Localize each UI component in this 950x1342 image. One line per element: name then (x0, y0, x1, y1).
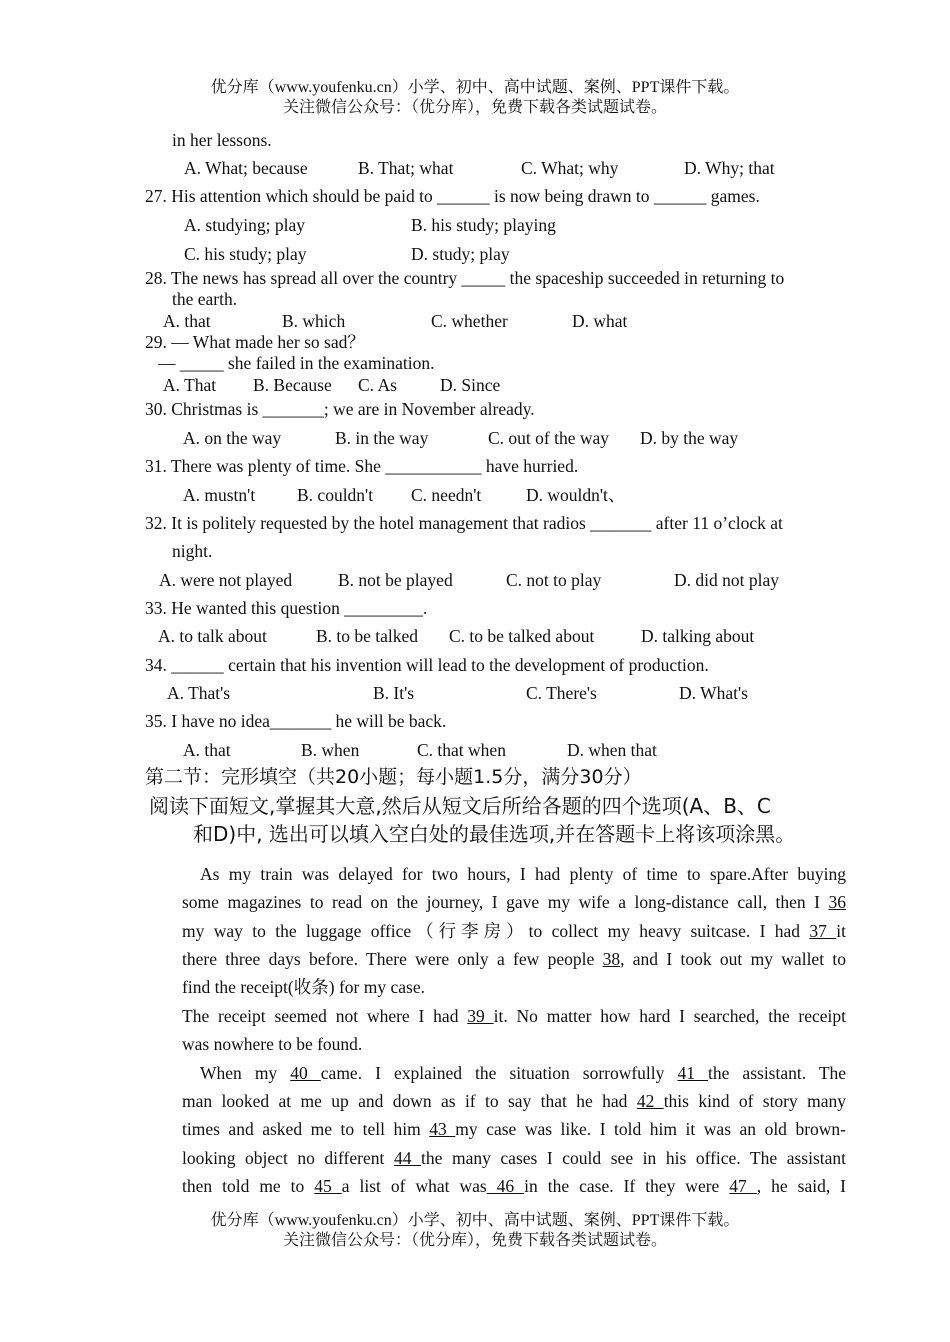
q27-option-b: B. his study; playing (411, 215, 556, 235)
q33-stem: 33. He wanted this question _________. (145, 598, 428, 618)
q27-option-c: C. his study; play (184, 244, 307, 264)
blank-39: 39 (467, 1006, 494, 1026)
q28-stem-line-1: 28. The news has spread all over the country _____ the spaceship succeeded in returning to (145, 268, 785, 288)
passage-line-8-text-a: When my (200, 1063, 278, 1083)
blank-38: 38 (602, 949, 621, 969)
q29-option-b: B. Because (253, 375, 332, 395)
passage-line-3-text-b: it (836, 921, 847, 941)
passage-line-5: find the receipt(收条) for my case. (182, 977, 425, 997)
passage-line-12 (182, 1176, 846, 1196)
q34-option-d: D. What's (679, 683, 748, 703)
q33-option-a: A. to talk about (158, 626, 267, 646)
q30-option-d: D. by the way (640, 428, 739, 448)
q26-continuation: in her lessons. (172, 130, 272, 150)
q31-stem: 31. There was plenty of time. She ___________ have hurried. (145, 456, 579, 476)
passage-line-6-text-a: The receipt seemed not where I had (182, 1006, 459, 1026)
passage-line-6 (182, 1006, 846, 1026)
q30-option-b: B. in the way (335, 428, 429, 448)
passage-line-11-text-b: the many cases I could see in his office. The assistant (421, 1148, 847, 1168)
q35-option-c: C. that when (417, 740, 506, 760)
q31-option-b: B. couldn't (297, 485, 374, 505)
passage-line-9-text-b: this kind of story many (663, 1091, 847, 1111)
page-header-line-1: 优分库（www.youfenku.cn）小学、初中、高中试题、案例、PPT课件下载。 (210, 79, 740, 96)
q29-option-a: A. That (163, 375, 217, 395)
q27-option-d: D. study; play (411, 244, 510, 264)
q35-option-b: B. when (301, 740, 360, 760)
passage-line-9-text-a: man looked at me up and down as if to say that he had (182, 1091, 628, 1111)
q28-option-c: C. whether (431, 311, 508, 331)
q30-stem: 30. Christmas is _______; we are in November already. (145, 399, 535, 419)
q33-option-c: C. to be talked about (449, 626, 595, 646)
passage-line-2 (182, 892, 846, 912)
passage-line-8-text-b: came. I explained the situation sorrowfully (320, 1063, 665, 1083)
passage-line-10 (182, 1119, 846, 1139)
q26-option-d: D. Why; that (684, 158, 775, 178)
passage-line-9 (182, 1091, 846, 1111)
q26-option-a: A. What; because (184, 158, 308, 178)
q29-option-c: C. As (358, 375, 397, 395)
passage-line-3 (182, 921, 846, 941)
q26-option-c: C. What; why (521, 158, 619, 178)
q29-answer-line: — _____ she failed in the examination. (158, 353, 435, 373)
blank-37: 37 (809, 921, 837, 941)
page-footer-line-1: 优分库（www.youfenku.cn）小学、初中、高中试题、案例、PPT课件下载。 (210, 1212, 740, 1229)
q34-option-c: C. There's (526, 683, 597, 703)
passage-line-10-text-b: my case was like. I told him it was an old brown- (455, 1119, 846, 1139)
q33-option-d: D. talking about (641, 626, 755, 646)
q27-stem: 27. His attention which should be paid to ______ is now being drawn to ______ games. (145, 186, 760, 206)
passage-line-8-text-c: the assistant. The (708, 1063, 847, 1083)
q34-option-a: A. That's (167, 683, 231, 703)
q34-stem: 34. ______ certain that his invention will lead to the development of production. (145, 655, 709, 675)
q32-option-b: B. not be played (338, 570, 453, 590)
q32-stem-line-1: 32. It is politely requested by the hotel management that radios _______ after 11 o’clock at (145, 513, 783, 533)
q31-option-d: D. wouldn't、 (526, 485, 626, 505)
passage-line-6-text-b: it. No matter how hard I searched, the receipt (493, 1006, 847, 1026)
passage-line-11 (182, 1148, 846, 1168)
passage-line-12-text-d: , he said, I (756, 1176, 847, 1196)
passage-line-4-text-b: , and I took out my wallet to (620, 949, 846, 969)
q26-option-b: B. That; what (358, 158, 454, 178)
q35-option-a: A. that (183, 740, 231, 760)
blank-40: 40 (290, 1063, 321, 1083)
blank-44: 44 (393, 1148, 422, 1168)
passage-line-8 (200, 1063, 846, 1083)
q32-option-d: D. did not play (674, 570, 779, 590)
q28-option-a: A. that (163, 311, 211, 331)
blank-45: 45 (314, 1176, 342, 1196)
passage-line-2-text: some magazines to read on the journey, I gave my wife a long-distance call, then I (182, 892, 820, 912)
blank-47: 47 (729, 1176, 757, 1196)
q28-option-d: D. what (572, 311, 628, 331)
q30-option-a: A. on the way (183, 428, 282, 448)
q35-option-d: D. when that (567, 740, 657, 760)
passage-line-4 (182, 949, 846, 969)
passage-line-11-text-a: looking object no different (182, 1148, 385, 1168)
q29-stem: 29. — What made her so sad？ (145, 332, 365, 352)
passage-line-3-text-a: my way to the luggage office（行李房）to collect my heavy suitcase. I had (182, 921, 801, 941)
passage-line-4-text-a: there three days before. There were only a few people (182, 949, 595, 969)
q27-option-a: A. studying; play (184, 215, 306, 235)
passage-line-12-text-b: a list of what was (341, 1176, 487, 1196)
passage-line-12-text-a: then told me to (182, 1176, 305, 1196)
passage-line-12-text-c: in the case. If they were (524, 1176, 720, 1196)
section-2-title: 第二节：完形填空（共20小题；每小题1.5分，满分30分） (145, 766, 642, 788)
q32-option-c: C. not to play (506, 570, 602, 590)
blank-42: 42 (636, 1091, 664, 1111)
blank-46: 46 (486, 1176, 525, 1196)
blank-36: 36 (828, 892, 847, 912)
section-2-instruction-line-1: 阅读下面短文,掌握其大意,然后从短文后所给各题的四个选项(A、B、C (149, 794, 771, 818)
q32-option-a: A. were not played (159, 570, 293, 590)
q34-option-b: B. It's (373, 683, 415, 703)
page-header-line-2: 关注微信公众号：（优分库），免费下载各类试题试卷。 (282, 99, 667, 116)
q29-option-d: D. Since (440, 375, 501, 395)
passage-line-1: As my train was delayed for two hours, I had plenty of time to spare.After buying (200, 864, 846, 884)
passage-line-10-text-a: times and asked me to tell him (182, 1119, 421, 1139)
q28-stem-line-2: the earth. (172, 289, 238, 309)
q32-stem-line-2: night. (172, 541, 213, 561)
section-2-instruction-line-2: 和D)中, 选出可以填入空白处的最佳选项,并在答题卡上将该项涂黑。 (193, 822, 796, 846)
q30-option-c: C. out of the way (488, 428, 610, 448)
blank-43: 43 (429, 1119, 456, 1139)
blank-41: 41 (677, 1063, 709, 1083)
q28-option-b: B. which (282, 311, 346, 331)
passage-line-7: was nowhere to be found. (182, 1034, 363, 1054)
q35-stem: 35. I have no idea_______ he will be back. (145, 711, 447, 731)
q33-option-b: B. to be talked (316, 626, 419, 646)
q31-option-a: A. mustn't (183, 485, 256, 505)
page-footer-line-2: 关注微信公众号：（优分库），免费下载各类试题试卷。 (282, 1232, 667, 1249)
q31-option-c: C. needn't (411, 485, 482, 505)
